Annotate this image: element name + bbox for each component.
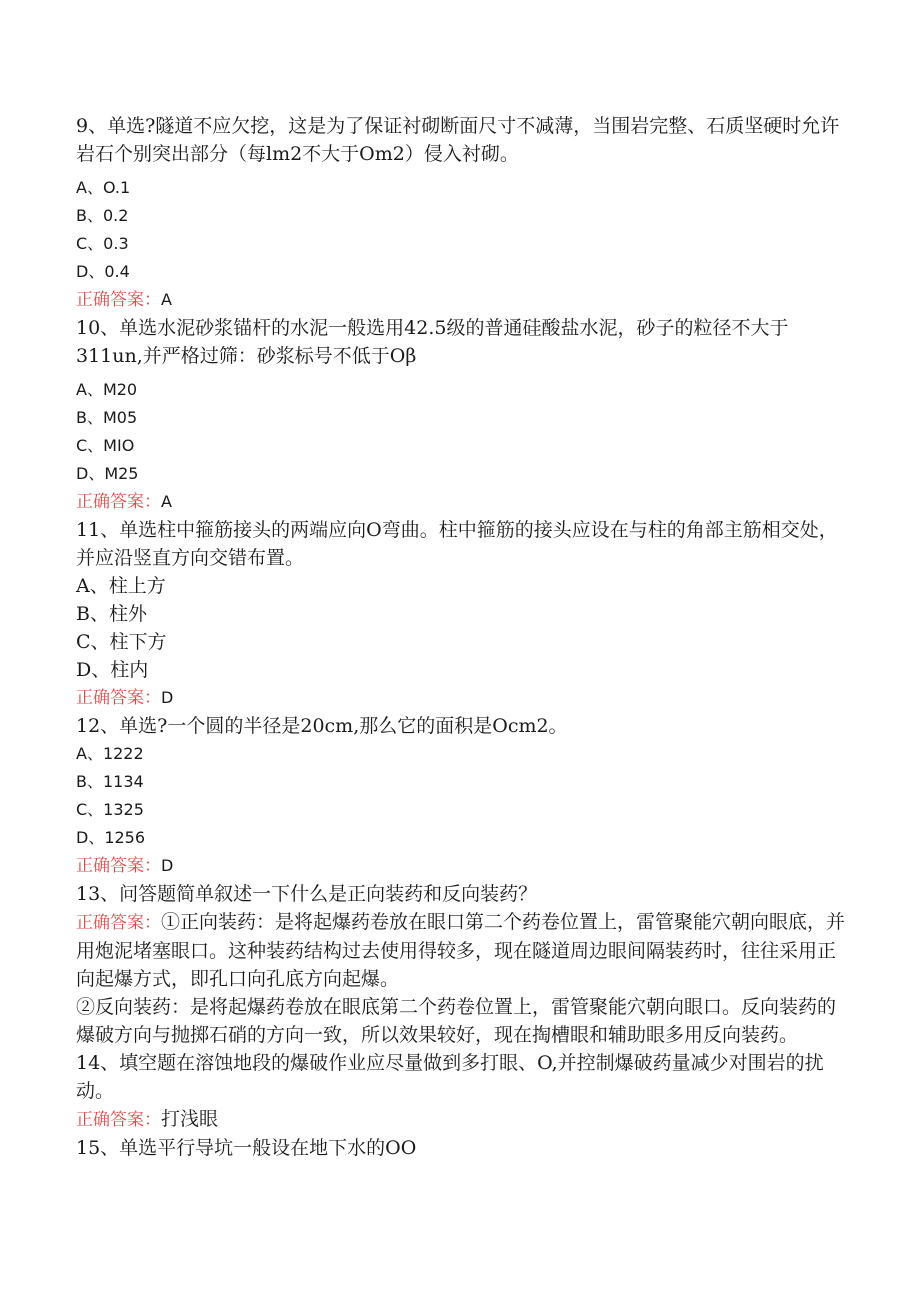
question-block	[76, 314, 846, 516]
question-block	[76, 880, 846, 1049]
option-list	[76, 740, 846, 852]
answer-label: 正确答案：	[76, 856, 161, 876]
answer-value: D	[161, 856, 174, 875]
answer-label: 正确答案：	[76, 913, 161, 933]
question-stem: 11、单选柱中箍筋接头的两端应向O弯曲。柱中箍筋的接头应设在与柱的角部主筋相交处，并应沿竖直方向交错布置。	[76, 519, 838, 569]
option-a: A、M20	[76, 380, 138, 399]
option-d: D、0.4	[76, 262, 130, 281]
option-c: C、1325	[76, 800, 144, 819]
option-b: B、柱外	[76, 603, 147, 625]
option-list	[76, 376, 846, 488]
question-list	[76, 112, 846, 1162]
option-list	[76, 572, 846, 684]
answer-text: ①正向装药：是将起爆药卷放在眼口第二个药卷位置上，雷管聚能穴朝向眼底，并用炮泥堵塞眼口。这种装药结构过去使用得较多，现在隧道周边眼间隔装药时，往往采用正向起爆方式，即孔口向孔底方向起爆。	[76, 911, 846, 990]
answer-label: 正确答案：	[76, 492, 161, 512]
option-d: D、M25	[76, 464, 139, 483]
option-d: D、1256	[76, 828, 146, 847]
question-stem: 10、单选水泥砂浆锚杆的水泥一般选用42.5级的普通硅酸盐水泥，砂子的粒径不大于311un,并严格过筛：砂浆标号不低于Oβ	[76, 317, 789, 367]
answer-value: A	[161, 290, 172, 309]
answer-value: A	[161, 492, 172, 511]
option-b: B、1134	[76, 772, 144, 791]
answer-text-continued: ②反向装药：是将起爆药卷放在眼底第二个药卷位置上，雷管聚能穴朝向眼口。反向装药的爆破方向与抛掷石硝的方向一致，所以效果较好，现在掏槽眼和辅助眼多用反向装药。	[76, 996, 837, 1046]
answer-line	[76, 488, 846, 516]
answer-label: 正确答案：	[76, 290, 161, 310]
question-block	[76, 516, 846, 712]
question-block	[76, 712, 846, 880]
option-c: C、0.3	[76, 234, 129, 253]
option-c: C、柱下方	[76, 631, 167, 653]
option-b: B、M05	[76, 408, 138, 427]
answer-line	[76, 286, 846, 314]
option-list	[76, 174, 846, 286]
question-stem: 12、单选?一个圆的半径是20cm,那么它的面积是Ocm2。	[76, 715, 568, 737]
question-stem: 9、单选?隧道不应欠挖，这是为了保证衬砌断面尺寸不减薄，当围岩完整、石质坚硬时允许岩石个别突出部分（每lm2不大于Om2）侵入衬砌。	[76, 115, 840, 165]
question-stem: 14、填空题在溶蚀地段的爆破作业应尽量做到多打眼、O,并控制爆破药量减少对围岩的扰动。	[76, 1052, 824, 1102]
option-a: A、O.1	[76, 178, 131, 197]
answer-text: 打浅眼	[161, 1108, 219, 1130]
answer-label: 正确答案：	[76, 688, 161, 708]
question-block	[76, 1134, 846, 1162]
answer-label: 正确答案：	[76, 1110, 161, 1130]
question-stem: 13、问答题简单叙述一下什么是正向装药和反向装药？	[76, 883, 538, 905]
option-a: A、1222	[76, 744, 144, 763]
option-a: A、柱上方	[76, 575, 166, 597]
answer-line	[76, 684, 846, 712]
question-block	[76, 1049, 846, 1134]
option-b: B、0.2	[76, 206, 129, 225]
option-d: D、柱内	[76, 659, 149, 681]
answer-line	[76, 852, 846, 880]
answer-line	[76, 1105, 846, 1134]
question-block	[76, 112, 846, 314]
option-c: C、MIO	[76, 436, 135, 455]
question-stem: 15、单选平行导坑一般设在地下水的OO	[76, 1137, 417, 1159]
answer-line	[76, 908, 846, 993]
answer-value: D	[161, 688, 174, 707]
